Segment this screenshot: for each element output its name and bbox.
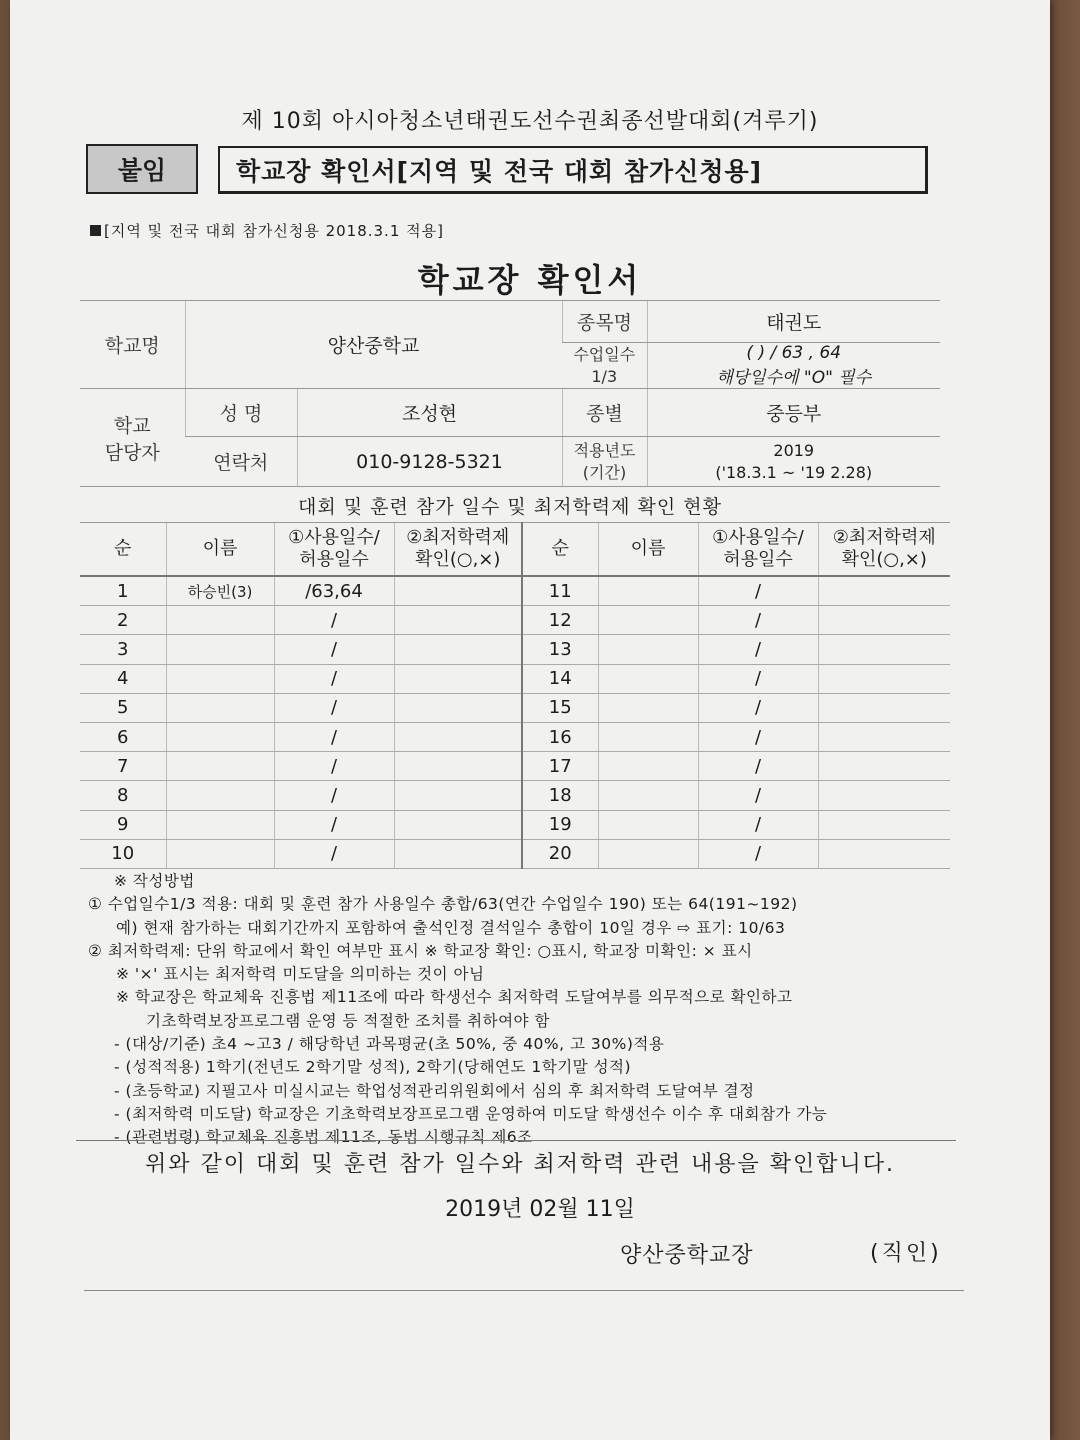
status-cell-check: [394, 606, 522, 635]
confirmation-statement: 위와 같이 대회 및 훈련 참가 일수와 최저학력 관련 내용을 확인합니다.: [145, 1152, 895, 1177]
status-cell-no: 6: [80, 722, 166, 751]
square-bullet-icon: [90, 225, 101, 236]
status-cell-no: 9: [80, 810, 166, 839]
status-cell-name: [166, 839, 274, 868]
attachment-label: 붙임: [86, 144, 198, 194]
status-cell-name: [598, 606, 698, 635]
year-value-year: 2019: [773, 440, 815, 460]
table-row: [80, 635, 950, 664]
table-row: [80, 722, 950, 751]
year-label-line2: (기간): [582, 462, 627, 482]
col-header-days: [274, 523, 394, 577]
contact-label: 연락처: [185, 437, 297, 487]
status-cell-days: /: [698, 722, 818, 751]
status-cell-days: /: [698, 576, 818, 606]
status-cell-no: 15: [522, 693, 598, 722]
writing-guide: [88, 870, 968, 1150]
year-label-line1: 적용년도: [573, 440, 636, 460]
col-header-check-right-line1: ②최저학력제: [832, 527, 936, 548]
classdays-label-line2: 1/3: [591, 366, 618, 386]
guide-line: - (대상/기준) 초4 ~고3 / 해당학년 과목평균(초 50%, 중 40%, 고 30%)적용: [114, 1035, 665, 1054]
status-cell-check: [394, 722, 522, 751]
col-header-days-right-line2: 허용일수: [723, 549, 793, 570]
guide-line: - (성적적용) 1학기(전년도 2학기말 성적), 2학기(당해연도 1학기말 성적): [114, 1058, 632, 1077]
manager-name-label: 성 명: [185, 389, 297, 437]
status-cell-name: [166, 752, 274, 781]
school-name-label: 학교명: [80, 301, 185, 389]
table-row: [80, 693, 950, 722]
status-cell-no: 8: [80, 781, 166, 810]
table-row: [80, 781, 950, 810]
status-cell-name: [598, 664, 698, 693]
status-cell-check: [818, 693, 950, 722]
guide-line: ② 최저학력제: 단위 학교에서 확인 여부만 표시 ※ 학교장 확인: ○표시, 학교장 미확인: × 표시: [88, 941, 753, 960]
guide-title: ※ 작성방법: [114, 872, 195, 890]
principal-title: 양산중학교장: [620, 1243, 754, 1268]
manager-label: [80, 389, 185, 487]
classdays-note: 해당일수에 "O" 필수: [716, 368, 872, 388]
status-cell-days: /: [274, 722, 394, 751]
division-value: 중등부: [647, 389, 940, 437]
status-cell-name: [166, 722, 274, 751]
col-header-check-right-line2: 확인(○,×): [841, 549, 927, 570]
status-cell-name: [166, 664, 274, 693]
contact-value: 010-9128-5321: [297, 437, 562, 487]
table-row: [80, 606, 950, 635]
status-cell-check: [818, 781, 950, 810]
status-cell-no: 11: [522, 576, 598, 606]
guide-line: ※ '×' 표시는 최저학력 미도달을 의미하는 것이 아님: [116, 965, 485, 984]
col-header-days-line1: ①사용일수/: [288, 527, 380, 548]
official-seal-mark: (직인): [870, 1241, 942, 1266]
table-row: [80, 810, 950, 839]
status-cell-no: 19: [522, 810, 598, 839]
status-cell-no: 13: [522, 635, 598, 664]
guide-line: 기초학력보장프로그램 운영 등 적절한 조치를 취하여야 함: [146, 1011, 550, 1030]
guide-line: - (관련법령) 학교체육 진흥법 제11조, 동법 시행규칙 제6조: [114, 1128, 533, 1147]
status-cell-days: /: [698, 810, 818, 839]
status-cell-check: [818, 839, 950, 868]
status-cell-check: [394, 839, 522, 868]
status-cell-name: [598, 781, 698, 810]
status-cell-check: [818, 752, 950, 781]
apply-note-text: [지역 및 전국 대회 참가신청용 2018.3.1 적용]: [104, 222, 444, 240]
sport-value: 태권도: [647, 301, 940, 343]
guide-line: 예) 현재 참가하는 대회기간까지 포함하여 출석인정 결석일수 총합이 10일 경우 ⇨ 표기: 10/63: [116, 918, 786, 937]
col-header-no: 순: [80, 523, 166, 577]
table-row: [80, 752, 950, 781]
status-cell-no: 18: [522, 781, 598, 810]
status-cell-name: [598, 839, 698, 868]
manager-label-line2: 담당자: [104, 441, 160, 464]
col-header-days-line2: 허용일수: [299, 549, 369, 570]
guide-line: - (최저학력 미도달) 학교장은 기초학력보장프로그램 운영하여 미도달 학생선수 이수 후 대회참가 가능: [114, 1104, 828, 1123]
status-cell-name: [166, 635, 274, 664]
status-cell-check: [394, 693, 522, 722]
status-cell-days: /: [274, 839, 394, 868]
status-cell-name: [166, 606, 274, 635]
status-cell-no: 10: [80, 839, 166, 868]
status-cell-name: [598, 693, 698, 722]
status-cell-check: [818, 664, 950, 693]
classdays-label-line1: 수업일수: [573, 344, 636, 364]
document-heading: 학교장 확인서[지역 및 전국 대회 참가신청용]: [218, 146, 928, 194]
status-cell-days: /: [698, 781, 818, 810]
status-cell-name: [598, 722, 698, 751]
status-cell-days: /: [698, 664, 818, 693]
status-cell-check: [394, 752, 522, 781]
classdays-ratio: ( ) / 63 , 64: [746, 343, 842, 363]
main-title: 학교장 확인서: [417, 261, 643, 299]
year-value-period: ('18.3.1 ~ '19 2.28): [715, 462, 873, 482]
status-cell-days: /: [698, 839, 818, 868]
status-cell-check: [818, 635, 950, 664]
col-header-check-line1: ②최저학력제: [406, 527, 510, 548]
status-cell-check: [394, 664, 522, 693]
status-cell-name: 하승빈(3): [166, 576, 274, 606]
participation-status-table: [80, 522, 950, 869]
status-cell-name: [598, 635, 698, 664]
divider: [84, 1290, 964, 1291]
division-label: 종별: [562, 389, 647, 437]
year-value: [647, 437, 940, 487]
col-header-check-line2: 확인(○,×): [415, 549, 501, 570]
status-cell-days: /: [698, 693, 818, 722]
status-title: 대회 및 훈련 참가 일수 및 최저학력제 확인 현황: [297, 496, 723, 518]
status-cell-days: /: [274, 606, 394, 635]
status-cell-no: 5: [80, 693, 166, 722]
document-page: [10, 0, 1050, 1440]
status-cell-no: 2: [80, 606, 166, 635]
school-name-value: 양산중학교: [185, 301, 562, 389]
status-cell-name: [598, 810, 698, 839]
col-header-days-right: [698, 523, 818, 577]
sport-label: 종목명: [562, 301, 647, 343]
guide-line: ※ 학교장은 학교체육 진흥법 제11조에 따라 학생선수 최저학력 도달여부를 의무적으로 확인하고: [116, 988, 793, 1007]
status-cell-check: [818, 810, 950, 839]
status-cell-days: /: [274, 752, 394, 781]
col-header-check-right: [818, 523, 950, 577]
col-header-no-right: 순: [522, 523, 598, 577]
manager-name-value: 조성현: [297, 389, 562, 437]
status-cell-days: /: [698, 635, 818, 664]
status-cell-days: /: [274, 810, 394, 839]
status-cell-no: 1: [80, 576, 166, 606]
status-cell-check: [394, 635, 522, 664]
col-header-name-right: 이름: [598, 523, 698, 577]
status-cell-days: /: [698, 606, 818, 635]
status-cell-days: /: [274, 693, 394, 722]
status-cell-check: [818, 576, 950, 606]
status-cell-check: [394, 781, 522, 810]
status-cell-days: /: [274, 635, 394, 664]
status-cell-days: /: [698, 752, 818, 781]
status-cell-check: [818, 606, 950, 635]
col-header-name: 이름: [166, 523, 274, 577]
status-cell-no: 16: [522, 722, 598, 751]
status-cell-no: 4: [80, 664, 166, 693]
status-header-row: [80, 523, 950, 577]
year-label: [562, 437, 647, 487]
status-cell-name: [166, 693, 274, 722]
event-title: 제 10회 아시아청소년태권도선수권최종선발대회(겨루기): [241, 109, 819, 134]
status-cell-name: [598, 576, 698, 606]
status-cell-check: [818, 722, 950, 751]
table-row: [80, 839, 950, 868]
manager-label-line1: 학교: [113, 414, 151, 437]
status-body: [80, 576, 950, 868]
col-header-check: [394, 523, 522, 577]
status-cell-days: /: [274, 781, 394, 810]
status-cell-no: 14: [522, 664, 598, 693]
status-cell-check: [394, 810, 522, 839]
classdays-value: [647, 343, 940, 389]
status-cell-name: [166, 810, 274, 839]
status-cell-no: 17: [522, 752, 598, 781]
guide-line: ① 수업일수1/3 적용: 대회 및 훈련 참가 사용일수 총합/63(연간 수업일수 190) 또는 64(191~192): [88, 895, 798, 914]
table-row: [80, 576, 950, 606]
table-row: [80, 664, 950, 693]
issue-date: 2019년 02월 11일: [445, 1197, 635, 1222]
status-cell-days: /: [274, 664, 394, 693]
divider: [76, 1140, 956, 1141]
col-header-days-right-line1: ①사용일수/: [712, 527, 804, 548]
status-cell-no: 7: [80, 752, 166, 781]
classdays-label: [562, 343, 647, 389]
guide-line: - (초등학교) 지필고사 미실시교는 학업성적관리위원회에서 심의 후 최저학력 도달여부 결정: [114, 1081, 755, 1100]
school-info-table: [80, 300, 940, 487]
status-cell-name: [598, 752, 698, 781]
status-cell-days: /63,64: [274, 576, 394, 606]
status-cell-no: 20: [522, 839, 598, 868]
status-cell-name: [166, 781, 274, 810]
status-cell-no: 3: [80, 635, 166, 664]
status-cell-no: 12: [522, 606, 598, 635]
status-cell-check: [394, 576, 522, 606]
apply-note: [90, 220, 444, 241]
